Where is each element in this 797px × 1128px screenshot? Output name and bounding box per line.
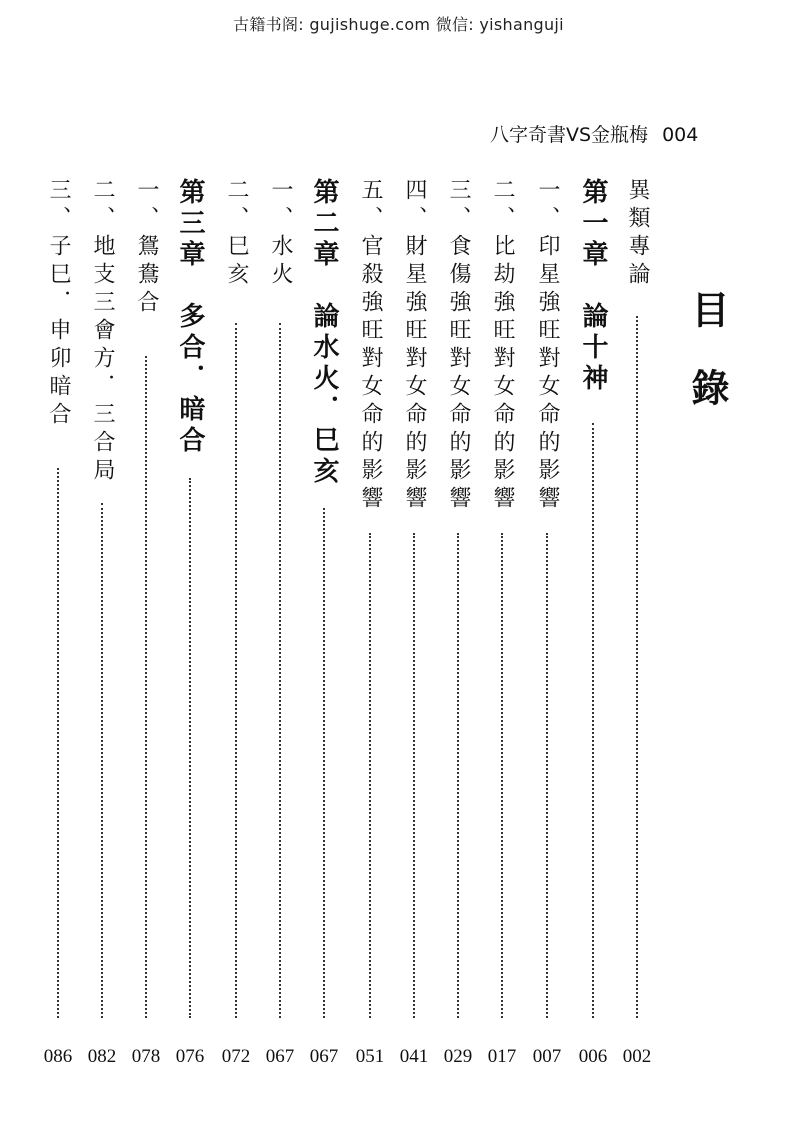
toc-entry-title: 二、比劫強旺對女命的影響 <box>490 178 515 514</box>
toc-entry-title: 三、食傷強旺對女命的影響 <box>446 178 471 514</box>
toc-entry <box>617 178 657 1068</box>
toc-entry-title: 四、財星強旺對女命的影響 <box>402 178 427 514</box>
toc-entry-title: 二、地支三會方．三合局 <box>90 178 115 486</box>
toc-page-number: 051 <box>355 1046 385 1067</box>
dot-leader <box>101 503 103 1018</box>
toc-entry-title: 二、巳亥 <box>224 178 249 290</box>
dot-leader <box>57 468 59 1018</box>
toc-entry-title: 五、官殺強旺對女命的影響 <box>358 178 383 514</box>
toc-page-number: 002 <box>622 1046 652 1067</box>
toc-chapter-entry <box>573 178 613 1068</box>
dot-leader <box>546 533 548 1018</box>
toc-page-number: 007 <box>532 1046 562 1067</box>
toc-page-number: 072 <box>221 1046 251 1067</box>
toc-entry <box>527 178 567 1068</box>
toc-page-number: 017 <box>487 1046 517 1067</box>
book-title: 八字奇書VS金瓶梅 <box>490 124 649 146</box>
dot-leader <box>145 356 147 1018</box>
toc-title: 目錄 <box>685 290 730 446</box>
dot-leader <box>279 323 281 1018</box>
toc-chapter-entry <box>170 178 210 1068</box>
dot-leader <box>235 323 237 1018</box>
toc-page-number: 067 <box>265 1046 295 1067</box>
toc-entry <box>126 178 166 1068</box>
toc-entry-title: 三、子巳．申卯暗合 <box>46 178 71 430</box>
toc-chapter-title: 第一章 論十神 <box>578 178 608 395</box>
toc-chapter-title: 第三章 多合．暗合 <box>175 178 205 457</box>
dot-leader <box>323 508 325 1018</box>
toc-entry <box>216 178 256 1068</box>
toc-page-number: 078 <box>131 1046 161 1067</box>
toc-entry <box>350 178 390 1068</box>
toc-entry <box>482 178 522 1068</box>
dot-leader <box>413 533 415 1018</box>
toc-chapter-entry <box>304 178 344 1068</box>
toc-page-number: 041 <box>399 1046 429 1067</box>
toc-chapter-title: 第二章 論水火．巳亥 <box>309 178 339 488</box>
dot-leader <box>457 533 459 1018</box>
toc-entry <box>260 178 300 1068</box>
dot-leader <box>369 533 371 1018</box>
toc-entry <box>438 178 478 1068</box>
toc-page-number: 067 <box>309 1046 339 1067</box>
toc-entry-title: 一、水火 <box>268 178 293 290</box>
toc-page-number: 006 <box>578 1046 608 1067</box>
dot-leader <box>189 478 191 1018</box>
dot-leader <box>501 533 503 1018</box>
toc-entry-title: 一、鴛鴦合 <box>134 178 159 318</box>
toc-entry <box>394 178 434 1068</box>
watermark-text: 古籍书阁: gujishuge.com 微信: yishanguji <box>233 15 564 34</box>
dot-leader <box>636 316 638 1018</box>
toc-page-number: 086 <box>43 1046 73 1067</box>
toc-page-number: 076 <box>175 1046 205 1067</box>
toc-entry-title: 一、印星強旺對女命的影響 <box>535 178 560 514</box>
header-page-number: 004 <box>662 124 699 146</box>
toc-entry <box>38 178 78 1068</box>
toc-page-number: 082 <box>87 1046 117 1067</box>
running-header <box>490 120 730 147</box>
toc-entry <box>82 178 122 1068</box>
toc-entry-title: 異類專論 <box>625 178 650 290</box>
dot-leader <box>592 423 594 1018</box>
toc-page-number: 029 <box>443 1046 473 1067</box>
